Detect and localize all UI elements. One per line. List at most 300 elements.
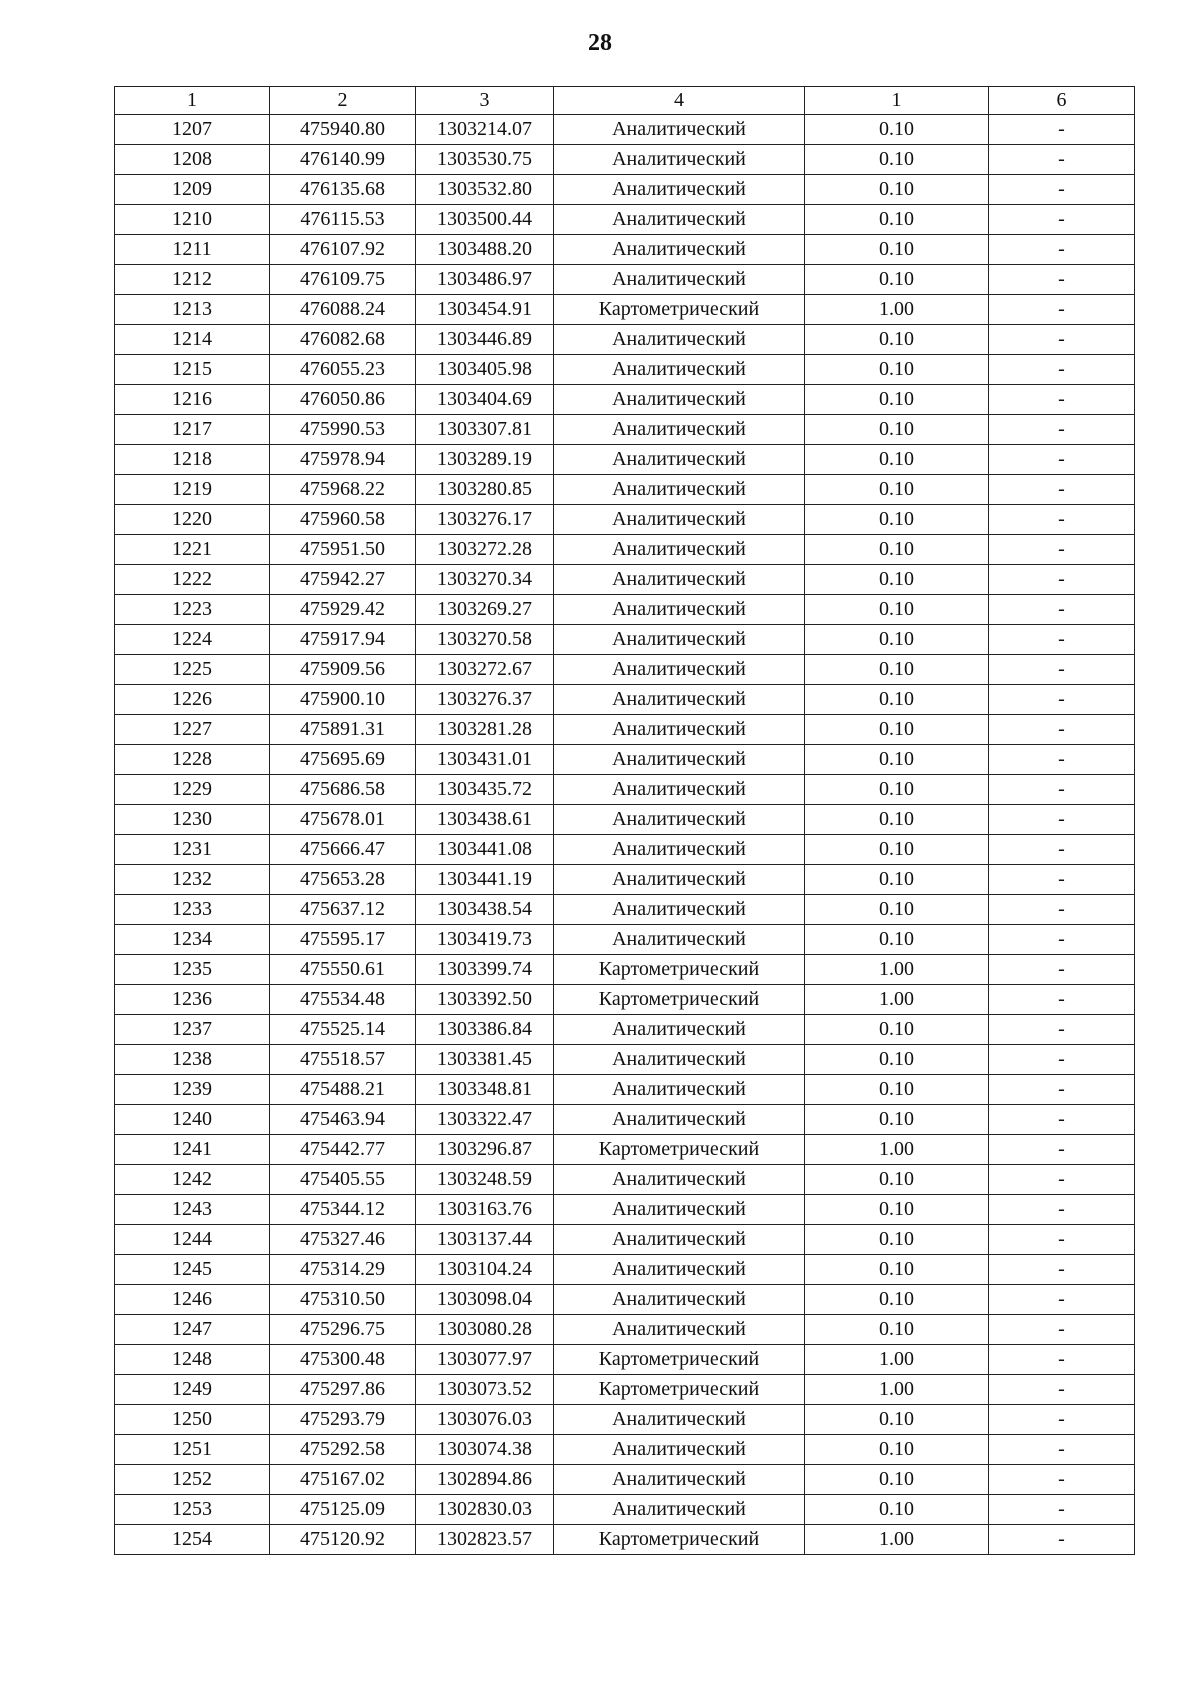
accuracy-cell: 0.10 (805, 175, 989, 205)
method-cell: Картометрический (554, 1345, 805, 1375)
point-number-cell: 1208 (115, 145, 270, 175)
x-coordinate-cell: 475942.27 (270, 565, 416, 595)
accuracy-cell: 0.10 (805, 715, 989, 745)
note-cell: - (989, 745, 1135, 775)
table-row (115, 775, 1135, 805)
table-row (115, 655, 1135, 685)
table-row (115, 295, 1135, 325)
method-cell: Аналитический (554, 1225, 805, 1255)
table-row (115, 415, 1135, 445)
method-cell: Аналитический (554, 265, 805, 295)
note-cell: - (989, 1465, 1135, 1495)
y-coordinate-cell: 1303098.04 (416, 1285, 554, 1315)
method-cell: Аналитический (554, 715, 805, 745)
table-row (115, 475, 1135, 505)
y-coordinate-cell: 1303076.03 (416, 1405, 554, 1435)
point-number-cell: 1228 (115, 745, 270, 775)
x-coordinate-cell: 475167.02 (270, 1465, 416, 1495)
accuracy-cell: 0.10 (805, 1165, 989, 1195)
table-row (115, 1135, 1135, 1165)
table-row (115, 1525, 1135, 1555)
accuracy-cell: 1.00 (805, 1525, 989, 1555)
x-coordinate-cell: 476082.68 (270, 325, 416, 355)
x-coordinate-cell: 476107.92 (270, 235, 416, 265)
table-row (115, 385, 1135, 415)
method-cell: Аналитический (554, 415, 805, 445)
accuracy-cell: 1.00 (805, 955, 989, 985)
x-coordinate-cell: 475120.92 (270, 1525, 416, 1555)
accuracy-cell: 0.10 (805, 1105, 989, 1135)
table-body (115, 115, 1135, 1555)
note-cell: - (989, 985, 1135, 1015)
table-row (115, 1465, 1135, 1495)
x-coordinate-cell: 475990.53 (270, 415, 416, 445)
method-cell: Аналитический (554, 625, 805, 655)
accuracy-cell: 0.10 (805, 1015, 989, 1045)
accuracy-cell: 1.00 (805, 985, 989, 1015)
table-row (115, 1225, 1135, 1255)
y-coordinate-cell: 1303296.87 (416, 1135, 554, 1165)
table-row (115, 1345, 1135, 1375)
method-cell: Аналитический (554, 1435, 805, 1465)
point-number-cell: 1249 (115, 1375, 270, 1405)
accuracy-cell: 0.10 (805, 1075, 989, 1105)
note-cell: - (989, 865, 1135, 895)
table-row (115, 595, 1135, 625)
method-cell: Аналитический (554, 175, 805, 205)
point-number-cell: 1237 (115, 1015, 270, 1045)
method-cell: Аналитический (554, 505, 805, 535)
point-number-cell: 1248 (115, 1345, 270, 1375)
y-coordinate-cell: 1303163.76 (416, 1195, 554, 1225)
x-coordinate-cell: 475518.57 (270, 1045, 416, 1075)
method-cell: Аналитический (554, 1045, 805, 1075)
table-row (115, 235, 1135, 265)
y-coordinate-cell: 1303214.07 (416, 115, 554, 145)
x-coordinate-cell: 475653.28 (270, 865, 416, 895)
accuracy-cell: 1.00 (805, 295, 989, 325)
accuracy-cell: 0.10 (805, 265, 989, 295)
accuracy-cell: 0.10 (805, 925, 989, 955)
y-coordinate-cell: 1303270.58 (416, 625, 554, 655)
point-number-cell: 1209 (115, 175, 270, 205)
x-coordinate-cell: 475293.79 (270, 1405, 416, 1435)
method-cell: Аналитический (554, 745, 805, 775)
method-cell: Картометрический (554, 1525, 805, 1555)
accuracy-cell: 0.10 (805, 355, 989, 385)
note-cell: - (989, 685, 1135, 715)
column-header: 3 (416, 87, 554, 115)
note-cell: - (989, 1285, 1135, 1315)
method-cell: Аналитический (554, 235, 805, 265)
method-cell: Аналитический (554, 385, 805, 415)
x-coordinate-cell: 475929.42 (270, 595, 416, 625)
note-cell: - (989, 355, 1135, 385)
accuracy-cell: 0.10 (805, 895, 989, 925)
y-coordinate-cell: 1303419.73 (416, 925, 554, 955)
accuracy-cell: 0.10 (805, 745, 989, 775)
point-number-cell: 1214 (115, 325, 270, 355)
method-cell: Аналитический (554, 1195, 805, 1225)
accuracy-cell: 0.10 (805, 145, 989, 175)
y-coordinate-cell: 1303074.38 (416, 1435, 554, 1465)
method-cell: Аналитический (554, 145, 805, 175)
note-cell: - (989, 565, 1135, 595)
x-coordinate-cell: 476109.75 (270, 265, 416, 295)
note-cell: - (989, 175, 1135, 205)
x-coordinate-cell: 476088.24 (270, 295, 416, 325)
y-coordinate-cell: 1303281.28 (416, 715, 554, 745)
y-coordinate-cell: 1303386.84 (416, 1015, 554, 1045)
accuracy-cell: 0.10 (805, 1195, 989, 1225)
note-cell: - (989, 505, 1135, 535)
table-row (115, 1195, 1135, 1225)
note-cell: - (989, 775, 1135, 805)
accuracy-cell: 1.00 (805, 1345, 989, 1375)
accuracy-cell: 0.10 (805, 775, 989, 805)
x-coordinate-cell: 475595.17 (270, 925, 416, 955)
x-coordinate-cell: 475978.94 (270, 445, 416, 475)
table-row (115, 265, 1135, 295)
table-row (115, 895, 1135, 925)
note-cell: - (989, 715, 1135, 745)
page-number: 28 (588, 30, 612, 56)
note-cell: - (989, 235, 1135, 265)
point-number-cell: 1222 (115, 565, 270, 595)
method-cell: Аналитический (554, 685, 805, 715)
point-number-cell: 1235 (115, 955, 270, 985)
table-row (115, 355, 1135, 385)
x-coordinate-cell: 475917.94 (270, 625, 416, 655)
point-number-cell: 1211 (115, 235, 270, 265)
y-coordinate-cell: 1303073.52 (416, 1375, 554, 1405)
y-coordinate-cell: 1303486.97 (416, 265, 554, 295)
method-cell: Картометрический (554, 985, 805, 1015)
note-cell: - (989, 1405, 1135, 1435)
x-coordinate-cell: 475344.12 (270, 1195, 416, 1225)
table-row (115, 1405, 1135, 1435)
y-coordinate-cell: 1303405.98 (416, 355, 554, 385)
note-cell: - (989, 655, 1135, 685)
accuracy-cell: 0.10 (805, 1315, 989, 1345)
method-cell: Аналитический (554, 1315, 805, 1345)
note-cell: - (989, 1435, 1135, 1465)
y-coordinate-cell: 1303446.89 (416, 325, 554, 355)
y-coordinate-cell: 1303248.59 (416, 1165, 554, 1195)
note-cell: - (989, 925, 1135, 955)
y-coordinate-cell: 1303137.44 (416, 1225, 554, 1255)
table-row (115, 1165, 1135, 1195)
note-cell: - (989, 1525, 1135, 1555)
note-cell: - (989, 835, 1135, 865)
x-coordinate-cell: 475327.46 (270, 1225, 416, 1255)
accuracy-cell: 0.10 (805, 385, 989, 415)
table-row (115, 835, 1135, 865)
y-coordinate-cell: 1303441.08 (416, 835, 554, 865)
point-number-cell: 1231 (115, 835, 270, 865)
table-row (115, 535, 1135, 565)
note-cell: - (989, 1105, 1135, 1135)
point-number-cell: 1213 (115, 295, 270, 325)
x-coordinate-cell: 476135.68 (270, 175, 416, 205)
point-number-cell: 1232 (115, 865, 270, 895)
y-coordinate-cell: 1303080.28 (416, 1315, 554, 1345)
y-coordinate-cell: 1303431.01 (416, 745, 554, 775)
column-header: 1 (115, 87, 270, 115)
accuracy-cell: 0.10 (805, 205, 989, 235)
x-coordinate-cell: 475891.31 (270, 715, 416, 745)
note-cell: - (989, 1225, 1135, 1255)
y-coordinate-cell: 1303280.85 (416, 475, 554, 505)
accuracy-cell: 0.10 (805, 625, 989, 655)
y-coordinate-cell: 1303441.19 (416, 865, 554, 895)
y-coordinate-cell: 1303488.20 (416, 235, 554, 265)
table-row (115, 1495, 1135, 1525)
note-cell: - (989, 445, 1135, 475)
note-cell: - (989, 265, 1135, 295)
method-cell: Аналитический (554, 535, 805, 565)
y-coordinate-cell: 1303530.75 (416, 145, 554, 175)
point-number-cell: 1226 (115, 685, 270, 715)
table-row (115, 565, 1135, 595)
point-number-cell: 1219 (115, 475, 270, 505)
method-cell: Аналитический (554, 445, 805, 475)
method-cell: Картометрический (554, 955, 805, 985)
x-coordinate-cell: 475292.58 (270, 1435, 416, 1465)
accuracy-cell: 0.10 (805, 1495, 989, 1525)
method-cell: Аналитический (554, 1165, 805, 1195)
x-coordinate-cell: 475686.58 (270, 775, 416, 805)
point-number-cell: 1244 (115, 1225, 270, 1255)
y-coordinate-cell: 1303272.67 (416, 655, 554, 685)
x-coordinate-cell: 475695.69 (270, 745, 416, 775)
note-cell: - (989, 625, 1135, 655)
note-cell: - (989, 535, 1135, 565)
y-coordinate-cell: 1303532.80 (416, 175, 554, 205)
x-coordinate-cell: 475125.09 (270, 1495, 416, 1525)
method-cell: Аналитический (554, 865, 805, 895)
point-number-cell: 1250 (115, 1405, 270, 1435)
method-cell: Аналитический (554, 1075, 805, 1105)
point-number-cell: 1227 (115, 715, 270, 745)
y-coordinate-cell: 1302823.57 (416, 1525, 554, 1555)
x-coordinate-cell: 475310.50 (270, 1285, 416, 1315)
point-number-cell: 1229 (115, 775, 270, 805)
accuracy-cell: 0.10 (805, 445, 989, 475)
note-cell: - (989, 595, 1135, 625)
note-cell: - (989, 1165, 1135, 1195)
y-coordinate-cell: 1303348.81 (416, 1075, 554, 1105)
note-cell: - (989, 415, 1135, 445)
point-number-cell: 1245 (115, 1255, 270, 1285)
table-row (115, 145, 1135, 175)
point-number-cell: 1223 (115, 595, 270, 625)
y-coordinate-cell: 1303272.28 (416, 535, 554, 565)
accuracy-cell: 0.10 (805, 595, 989, 625)
table-row (115, 985, 1135, 1015)
point-number-cell: 1254 (115, 1525, 270, 1555)
method-cell: Аналитический (554, 1405, 805, 1435)
table-row (115, 925, 1135, 955)
x-coordinate-cell: 475297.86 (270, 1375, 416, 1405)
y-coordinate-cell: 1303307.81 (416, 415, 554, 445)
accuracy-cell: 0.10 (805, 1435, 989, 1465)
x-coordinate-cell: 475488.21 (270, 1075, 416, 1105)
accuracy-cell: 0.10 (805, 475, 989, 505)
point-number-cell: 1215 (115, 355, 270, 385)
table-row (115, 205, 1135, 235)
coordinates-table (114, 86, 1135, 1555)
accuracy-cell: 0.10 (805, 1225, 989, 1255)
column-header: 1 (805, 87, 989, 115)
point-number-cell: 1241 (115, 1135, 270, 1165)
note-cell: - (989, 1495, 1135, 1525)
accuracy-cell: 0.10 (805, 505, 989, 535)
point-number-cell: 1247 (115, 1315, 270, 1345)
x-coordinate-cell: 475909.56 (270, 655, 416, 685)
x-coordinate-cell: 475525.14 (270, 1015, 416, 1045)
table-row (115, 625, 1135, 655)
x-coordinate-cell: 476050.86 (270, 385, 416, 415)
x-coordinate-cell: 475666.47 (270, 835, 416, 865)
method-cell: Аналитический (554, 355, 805, 385)
method-cell: Аналитический (554, 895, 805, 925)
accuracy-cell: 0.10 (805, 535, 989, 565)
y-coordinate-cell: 1303077.97 (416, 1345, 554, 1375)
y-coordinate-cell: 1303381.45 (416, 1045, 554, 1075)
point-number-cell: 1253 (115, 1495, 270, 1525)
accuracy-cell: 0.10 (805, 325, 989, 355)
method-cell: Аналитический (554, 1015, 805, 1045)
x-coordinate-cell: 475550.61 (270, 955, 416, 985)
accuracy-cell: 0.10 (805, 685, 989, 715)
note-cell: - (989, 1375, 1135, 1405)
accuracy-cell: 0.10 (805, 1285, 989, 1315)
x-coordinate-cell: 475300.48 (270, 1345, 416, 1375)
accuracy-cell: 0.10 (805, 1465, 989, 1495)
point-number-cell: 1243 (115, 1195, 270, 1225)
point-number-cell: 1240 (115, 1105, 270, 1135)
method-cell: Аналитический (554, 205, 805, 235)
note-cell: - (989, 1135, 1135, 1165)
note-cell: - (989, 1255, 1135, 1285)
point-number-cell: 1218 (115, 445, 270, 475)
table-row (115, 1045, 1135, 1075)
note-cell: - (989, 1195, 1135, 1225)
note-cell: - (989, 895, 1135, 925)
point-number-cell: 1224 (115, 625, 270, 655)
y-coordinate-cell: 1303438.61 (416, 805, 554, 835)
note-cell: - (989, 325, 1135, 355)
table-row (115, 505, 1135, 535)
column-header: 2 (270, 87, 416, 115)
table-row (115, 1015, 1135, 1045)
x-coordinate-cell: 475463.94 (270, 1105, 416, 1135)
accuracy-cell: 1.00 (805, 1135, 989, 1165)
table-row (115, 955, 1135, 985)
note-cell: - (989, 1045, 1135, 1075)
method-cell: Аналитический (554, 325, 805, 355)
accuracy-cell: 0.10 (805, 865, 989, 895)
method-cell: Аналитический (554, 1285, 805, 1315)
table-row (115, 175, 1135, 205)
x-coordinate-cell: 475314.29 (270, 1255, 416, 1285)
note-cell: - (989, 475, 1135, 505)
y-coordinate-cell: 1303500.44 (416, 205, 554, 235)
y-coordinate-cell: 1303399.74 (416, 955, 554, 985)
method-cell: Аналитический (554, 655, 805, 685)
x-coordinate-cell: 475968.22 (270, 475, 416, 505)
table-row (115, 445, 1135, 475)
accuracy-cell: 0.10 (805, 805, 989, 835)
y-coordinate-cell: 1303104.24 (416, 1255, 554, 1285)
point-number-cell: 1210 (115, 205, 270, 235)
table-row (115, 115, 1135, 145)
accuracy-cell: 0.10 (805, 115, 989, 145)
table-row (115, 805, 1135, 835)
point-number-cell: 1207 (115, 115, 270, 145)
accuracy-cell: 0.10 (805, 835, 989, 865)
method-cell: Картометрический (554, 295, 805, 325)
note-cell: - (989, 1345, 1135, 1375)
y-coordinate-cell: 1303322.47 (416, 1105, 554, 1135)
method-cell: Аналитический (554, 475, 805, 505)
point-number-cell: 1236 (115, 985, 270, 1015)
point-number-cell: 1230 (115, 805, 270, 835)
method-cell: Аналитический (554, 1495, 805, 1525)
note-cell: - (989, 1015, 1135, 1045)
note-cell: - (989, 955, 1135, 985)
y-coordinate-cell: 1302894.86 (416, 1465, 554, 1495)
note-cell: - (989, 1075, 1135, 1105)
point-number-cell: 1246 (115, 1285, 270, 1315)
method-cell: Картометрический (554, 1375, 805, 1405)
y-coordinate-cell: 1303289.19 (416, 445, 554, 475)
method-cell: Аналитический (554, 1255, 805, 1285)
accuracy-cell: 0.10 (805, 1405, 989, 1435)
table-row (115, 865, 1135, 895)
point-number-cell: 1212 (115, 265, 270, 295)
y-coordinate-cell: 1303269.27 (416, 595, 554, 625)
table-row (115, 1375, 1135, 1405)
point-number-cell: 1242 (115, 1165, 270, 1195)
y-coordinate-cell: 1303276.17 (416, 505, 554, 535)
method-cell: Аналитический (554, 1465, 805, 1495)
y-coordinate-cell: 1303276.37 (416, 685, 554, 715)
method-cell: Аналитический (554, 1105, 805, 1135)
method-cell: Аналитический (554, 835, 805, 865)
x-coordinate-cell: 475637.12 (270, 895, 416, 925)
note-cell: - (989, 145, 1135, 175)
note-cell: - (989, 295, 1135, 325)
table-row (115, 1075, 1135, 1105)
x-coordinate-cell: 475442.77 (270, 1135, 416, 1165)
note-cell: - (989, 115, 1135, 145)
x-coordinate-cell: 475296.75 (270, 1315, 416, 1345)
point-number-cell: 1217 (115, 415, 270, 445)
table-row (115, 685, 1135, 715)
method-cell: Картометрический (554, 1135, 805, 1165)
x-coordinate-cell: 475940.80 (270, 115, 416, 145)
point-number-cell: 1234 (115, 925, 270, 955)
table-header-row (115, 87, 1135, 115)
method-cell: Аналитический (554, 805, 805, 835)
y-coordinate-cell: 1303435.72 (416, 775, 554, 805)
accuracy-cell: 0.10 (805, 565, 989, 595)
point-number-cell: 1225 (115, 655, 270, 685)
method-cell: Аналитический (554, 565, 805, 595)
x-coordinate-cell: 475678.01 (270, 805, 416, 835)
